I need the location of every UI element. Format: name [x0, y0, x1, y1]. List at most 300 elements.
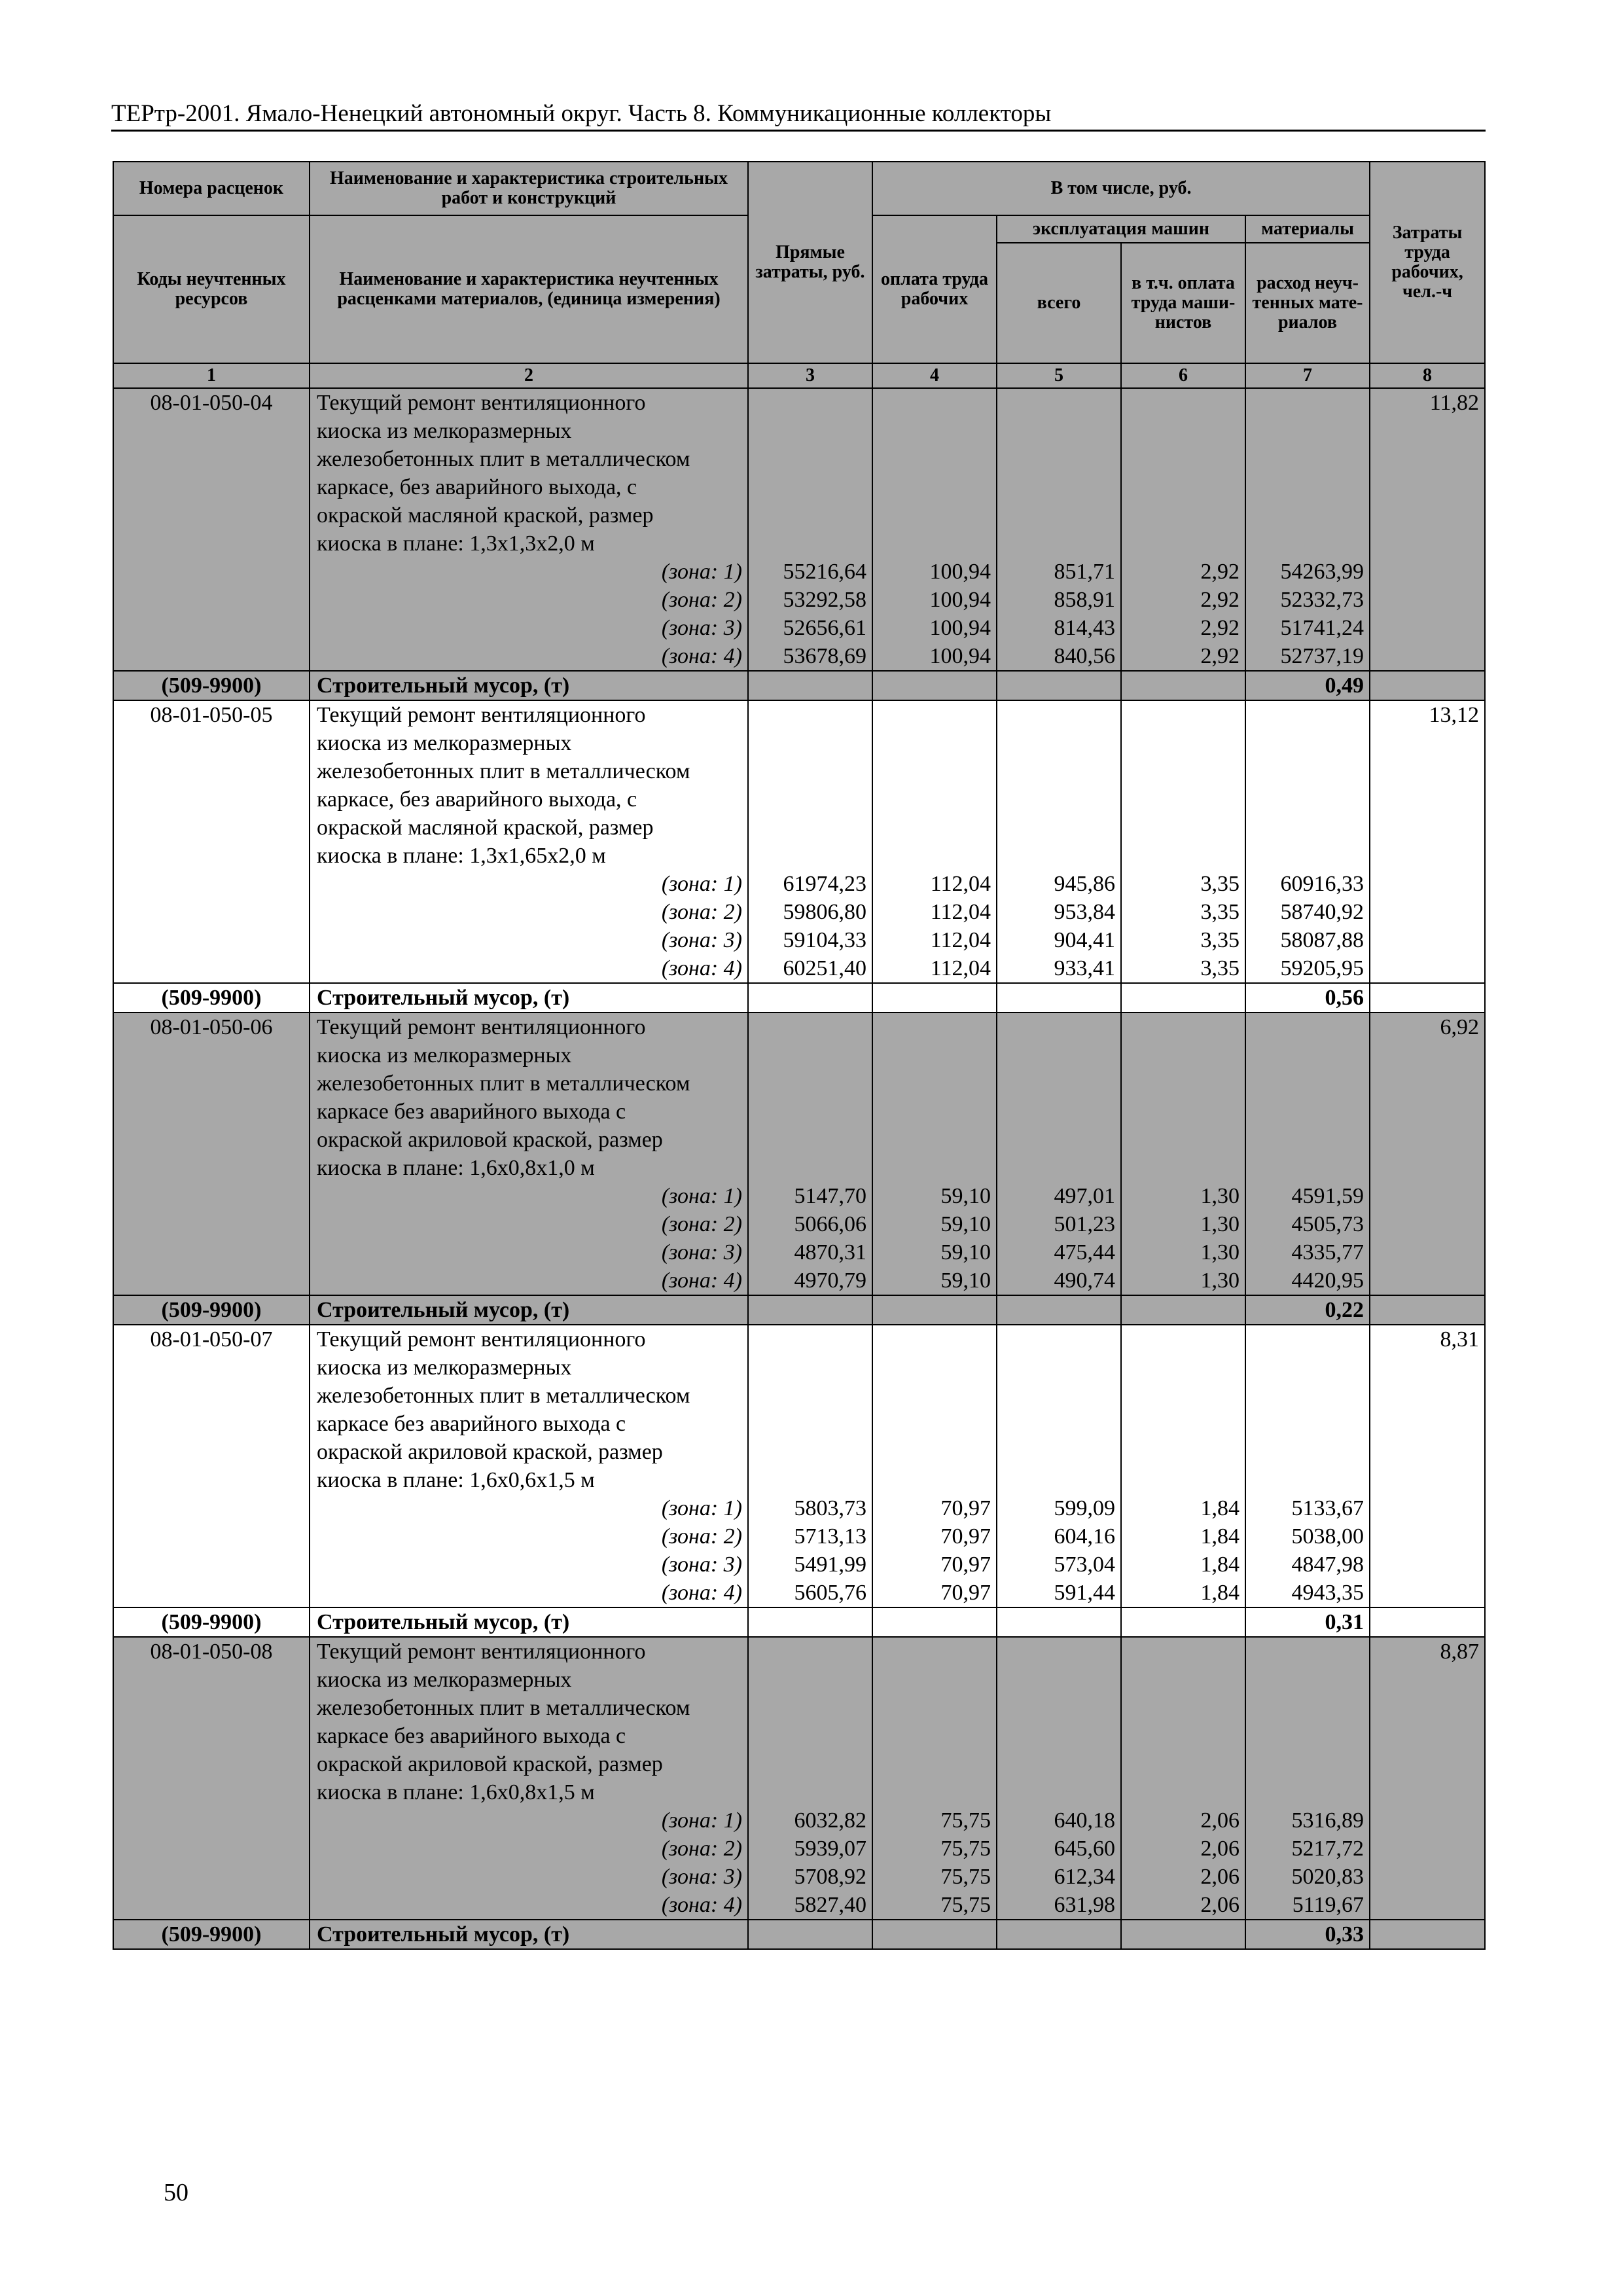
spacer [878, 529, 991, 558]
description-line: железобетонных плит в металлическом [317, 1071, 690, 1096]
spacer [1003, 389, 1115, 417]
spacer [1003, 445, 1115, 473]
col2-bottom-header: Наименование и характеристика неучтенных расценками материалов, (единица измерения) [310, 215, 748, 363]
spacer [1127, 389, 1240, 417]
spacer [1127, 842, 1240, 870]
empty-cell [748, 671, 872, 700]
materials-cost-value: 59205,95 [1280, 956, 1364, 980]
worker-pay-value: 75,75 [940, 1865, 991, 1889]
spacer [1003, 1410, 1115, 1438]
machine-total-cell [997, 388, 1121, 671]
empty-cell [997, 983, 1121, 1013]
spacer [1251, 1722, 1364, 1750]
col3-header: Прямые затраты, руб. [748, 162, 872, 363]
labor-cost: 8,31 [1370, 1325, 1485, 1607]
worker-pay-value: 75,75 [940, 1808, 991, 1833]
spacer [754, 1041, 866, 1069]
running-header: ТЕРтр-2001. Ямало-Ненецкий автономный округ. Часть 8. Коммуникационные коллекторы [111, 98, 1486, 132]
colnum-2: 2 [310, 363, 748, 388]
machine-total-value: 604,16 [1054, 1524, 1115, 1549]
zone-label: (зона: 4) [661, 1581, 742, 1605]
empty-cell [748, 1920, 872, 1949]
spacer [878, 417, 991, 445]
spacer [1127, 1041, 1240, 1069]
machine-total-value: 599,09 [1054, 1496, 1115, 1520]
spacer [878, 1438, 991, 1466]
worker-pay-value: 112,04 [930, 928, 991, 952]
labor-cost: 13,12 [1370, 700, 1485, 983]
spacer [1003, 1126, 1115, 1154]
spacer [1251, 757, 1364, 785]
spacer [1003, 1466, 1115, 1494]
spacer [1251, 1438, 1364, 1466]
spacer [878, 1069, 991, 1098]
materials-cost-cell [1245, 700, 1370, 983]
machinist-pay-value: 2,06 [1200, 1837, 1240, 1861]
machinist-pay-value: 1,30 [1200, 1268, 1240, 1293]
spacer [878, 1410, 991, 1438]
rate-row [113, 1637, 1485, 1920]
spacer [878, 1098, 991, 1126]
colnum-8: 8 [1370, 363, 1485, 388]
machinist-pay-value: 1,30 [1200, 1184, 1240, 1208]
col1-bottom-header: Коды неучтенных ресурсов [113, 215, 310, 363]
description-line: железобетонных плит в металлическом [317, 447, 690, 471]
spacer [1003, 1694, 1115, 1722]
machine-total-value: 933,41 [1054, 956, 1115, 980]
spacer [1127, 1466, 1240, 1494]
spacer [754, 1069, 866, 1098]
spacer [878, 389, 991, 417]
machine-total-cell [997, 1637, 1121, 1920]
spacer [1127, 1694, 1240, 1722]
resource-amount: 0,49 [1245, 671, 1370, 700]
description-line: каркасе, без аварийного выхода, с [317, 475, 637, 499]
spacer [1003, 1382, 1115, 1410]
machinist-pay-cell [1121, 1637, 1245, 1920]
worker-pay-value: 59,10 [940, 1212, 991, 1236]
spacer [754, 785, 866, 814]
machine-total-value: 645,60 [1054, 1837, 1115, 1861]
rate-description [310, 1325, 748, 1607]
spacer [878, 1750, 991, 1778]
spacer [1003, 1069, 1115, 1098]
rate-code: 08-01-050-07 [113, 1325, 310, 1607]
spacer [754, 1154, 866, 1182]
empty-cell [748, 983, 872, 1013]
description-line: железобетонных плит в металлическом [317, 1384, 690, 1408]
machinist-pay-value: 1,84 [1200, 1524, 1240, 1549]
machinist-pay-value: 3,35 [1200, 900, 1240, 924]
spacer [1127, 445, 1240, 473]
zone-label: (зона: 1) [661, 1496, 742, 1520]
spacer [878, 473, 991, 501]
col2-top-header: Наименование и характеристика строительных работ и конструкций [310, 162, 748, 215]
description-line: киоска в плане: 1,6х0,8х1,0 м [317, 1156, 595, 1180]
resource-amount: 0,22 [1245, 1295, 1370, 1325]
materials-cost-value: 60916,33 [1280, 872, 1364, 896]
labor-cost: 6,92 [1370, 1013, 1485, 1295]
spacer [1251, 729, 1364, 757]
spacer [878, 1722, 991, 1750]
resource-row [113, 1607, 1485, 1637]
spacer [1003, 729, 1115, 757]
colnum-4: 4 [872, 363, 997, 388]
machine-total-value: 497,01 [1054, 1184, 1115, 1208]
machine-total-value: 814,43 [1054, 616, 1115, 640]
col6-header: в т.ч. оплата труда маши-нистов [1121, 243, 1245, 363]
machine-total-value: 475,44 [1054, 1240, 1115, 1265]
spacer [1127, 501, 1240, 529]
spacer [1251, 1098, 1364, 1126]
zone-label: (зона: 2) [661, 1524, 742, 1549]
worker-pay-value: 75,75 [940, 1837, 991, 1861]
zone-label: (зона: 2) [661, 900, 742, 924]
spacer [1251, 1354, 1364, 1382]
spacer [878, 785, 991, 814]
spacer [1251, 1410, 1364, 1438]
rate-code: 08-01-050-06 [113, 1013, 310, 1295]
col5-header: всего [997, 243, 1121, 363]
description-line: окраской акриловой краской, размер [317, 1128, 663, 1152]
spacer [1127, 473, 1240, 501]
zone-label: (зона: 1) [661, 560, 742, 584]
spacer [878, 1354, 991, 1382]
description-line: киоска из мелкоразмерных [317, 1668, 572, 1692]
spacer [878, 1013, 991, 1041]
empty-cell [748, 1295, 872, 1325]
empty-cell [997, 1920, 1121, 1949]
zone-label: (зона: 3) [661, 1865, 742, 1889]
direct-cost-value: 5827,40 [794, 1893, 866, 1917]
spacer [1003, 1325, 1115, 1354]
spacer [1251, 1041, 1364, 1069]
spacer [1127, 1126, 1240, 1154]
zone-label: (зона: 3) [661, 1552, 742, 1577]
col8-header: Затраты труда рабочих, чел.-ч [1370, 162, 1485, 363]
machinist-pay-value: 2,92 [1200, 560, 1240, 584]
rate-description [310, 1013, 748, 1295]
spacer [1003, 1638, 1115, 1666]
materials-cost-value: 54263,99 [1280, 560, 1364, 584]
resource-name: Строительный мусор, (т) [310, 1607, 748, 1637]
spacer [1251, 1382, 1364, 1410]
spacer [878, 1694, 991, 1722]
spacer [1003, 417, 1115, 445]
spacer [1251, 1069, 1364, 1098]
spacer [1251, 417, 1364, 445]
description-line: киоска в плане: 1,6х0,6х1,5 м [317, 1468, 595, 1492]
machinist-pay-cell [1121, 700, 1245, 983]
machinist-pay-value: 3,35 [1200, 872, 1240, 896]
empty-cell [1370, 1607, 1485, 1637]
spacer [754, 1666, 866, 1694]
col4-header: оплата труда рабочих [872, 215, 997, 363]
machine-total-cell [997, 700, 1121, 983]
direct-cost-value: 5803,73 [794, 1496, 866, 1520]
spacer [1127, 729, 1240, 757]
spacer [754, 1013, 866, 1041]
empty-cell [872, 1295, 997, 1325]
resource-amount: 0,33 [1245, 1920, 1370, 1949]
worker-pay-value: 70,97 [940, 1524, 991, 1549]
spacer [754, 1098, 866, 1126]
description-line: Текущий ремонт вентиляционного [317, 1640, 646, 1664]
materials-cost-value: 58740,92 [1280, 900, 1364, 924]
spacer [1003, 814, 1115, 842]
machine-total-value: 591,44 [1054, 1581, 1115, 1605]
machine-total-cell [997, 1325, 1121, 1607]
direct-cost-cell [748, 388, 872, 671]
spacer [1251, 1638, 1364, 1666]
machine-total-value: 953,84 [1054, 900, 1115, 924]
worker-pay-value: 75,75 [940, 1893, 991, 1917]
spacer [1127, 701, 1240, 729]
materials-cost-value: 5316,89 [1291, 1808, 1364, 1833]
spacer [1127, 1410, 1240, 1438]
materials-cost-cell [1245, 1637, 1370, 1920]
spacer [1127, 1354, 1240, 1382]
worker-pay-value: 70,97 [940, 1552, 991, 1577]
spacer [1003, 785, 1115, 814]
spacer [878, 814, 991, 842]
spacer [1251, 1126, 1364, 1154]
machinist-pay-value: 2,06 [1200, 1865, 1240, 1889]
materials-cost-value: 4505,73 [1291, 1212, 1364, 1236]
empty-cell [1121, 671, 1245, 700]
machinist-pay-value: 2,92 [1200, 616, 1240, 640]
spacer [754, 757, 866, 785]
spacer [1127, 1438, 1240, 1466]
resource-name: Строительный мусор, (т) [310, 1920, 748, 1949]
machinist-pay-value: 2,92 [1200, 588, 1240, 612]
resource-row [113, 1295, 1485, 1325]
spacer [1003, 1750, 1115, 1778]
materials-cost-value: 5217,72 [1291, 1837, 1364, 1861]
spacer [754, 1126, 866, 1154]
worker-pay-value: 112,04 [930, 956, 991, 980]
spacer [878, 701, 991, 729]
spacer [754, 1466, 866, 1494]
table-body [113, 388, 1485, 1949]
spacer [878, 1154, 991, 1182]
materials-cost-value: 4420,95 [1291, 1268, 1364, 1293]
empty-cell [1370, 1295, 1485, 1325]
worker-pay-value: 59,10 [940, 1184, 991, 1208]
spacer [754, 1638, 866, 1666]
direct-cost-cell [748, 1637, 872, 1920]
machine-total-value: 945,86 [1054, 872, 1115, 896]
machine-total-value: 640,18 [1054, 1808, 1115, 1833]
spacer [1251, 842, 1364, 870]
spacer [1251, 1154, 1364, 1182]
resource-code: (509-9900) [113, 1920, 310, 1949]
empty-cell [872, 671, 997, 700]
description-line: окраской акриловой краской, размер [317, 1440, 663, 1464]
spacer [754, 473, 866, 501]
spacer [754, 389, 866, 417]
worker-pay-cell [872, 1325, 997, 1607]
zone-label: (зона: 1) [661, 872, 742, 896]
spacer [1251, 529, 1364, 558]
materials-cost-value: 58087,88 [1280, 928, 1364, 952]
machine-total-cell [997, 1013, 1121, 1295]
spacer [754, 1325, 866, 1354]
spacer [754, 1354, 866, 1382]
spacer [878, 1466, 991, 1494]
spacer [1127, 1069, 1240, 1098]
spacer [878, 1325, 991, 1354]
spacer [1127, 1750, 1240, 1778]
rate-code: 08-01-050-05 [113, 700, 310, 983]
direct-cost-cell [748, 1013, 872, 1295]
spacer [1003, 1666, 1115, 1694]
materials-cost-value: 4847,98 [1291, 1552, 1364, 1577]
direct-cost-value: 5939,07 [794, 1837, 866, 1861]
zone-label: (зона: 3) [661, 928, 742, 952]
materials-header: материалы [1245, 215, 1370, 243]
description-line: каркасе без аварийного выхода с [317, 1724, 626, 1748]
spacer [1003, 529, 1115, 558]
empty-cell [997, 1295, 1121, 1325]
spacer [1127, 1722, 1240, 1750]
direct-cost-value: 53292,58 [783, 588, 866, 612]
spacer [1003, 1354, 1115, 1382]
spacer [754, 1410, 866, 1438]
direct-cost-value: 5066,06 [794, 1212, 866, 1236]
zone-label: (зона: 4) [661, 1893, 742, 1917]
spacer [878, 445, 991, 473]
rates-table [113, 161, 1486, 1950]
resource-name: Строительный мусор, (т) [310, 983, 748, 1013]
worker-pay-cell [872, 1013, 997, 1295]
description-line: железобетонных плит в металлическом [317, 1696, 690, 1720]
empty-cell [1121, 983, 1245, 1013]
direct-cost-value: 55216,64 [783, 560, 866, 584]
worker-pay-value: 100,94 [929, 644, 991, 668]
resource-name: Строительный мусор, (т) [310, 671, 748, 700]
rate-row [113, 1013, 1485, 1295]
spacer [1127, 757, 1240, 785]
direct-cost-cell [748, 1325, 872, 1607]
direct-cost-value: 5605,76 [794, 1581, 866, 1605]
col7-header: расход неуч-тенных мате-риалов [1245, 243, 1370, 363]
page-number: 50 [164, 2179, 188, 2206]
empty-cell [997, 1607, 1121, 1637]
machinist-pay-value: 1,30 [1200, 1212, 1240, 1236]
col1-top-header: Номера расценок [113, 162, 310, 215]
empty-cell [997, 671, 1121, 700]
worker-pay-value: 70,97 [940, 1581, 991, 1605]
materials-cost-value: 5133,67 [1291, 1496, 1364, 1520]
column-numbers-row [113, 363, 1485, 388]
machine-total-value: 612,34 [1054, 1865, 1115, 1889]
group-header: В том числе, руб. [872, 162, 1370, 215]
zone-label: (зона: 2) [661, 1212, 742, 1236]
description-line: каркасе без аварийного выхода с [317, 1412, 626, 1436]
spacer [754, 1750, 866, 1778]
materials-cost-value: 4591,59 [1291, 1184, 1364, 1208]
colnum-1: 1 [113, 363, 310, 388]
description-line: Текущий ремонт вентиляционного [317, 1327, 646, 1352]
spacer [1003, 473, 1115, 501]
empty-cell [872, 983, 997, 1013]
spacer [1251, 1013, 1364, 1041]
rate-code: 08-01-050-08 [113, 1637, 310, 1920]
machinist-pay-value: 1,84 [1200, 1581, 1240, 1605]
direct-cost-value: 5708,92 [794, 1865, 866, 1889]
spacer [1127, 1154, 1240, 1182]
empty-cell [1370, 983, 1485, 1013]
spacer [1127, 529, 1240, 558]
resource-amount: 0,31 [1245, 1607, 1370, 1637]
spacer [1127, 785, 1240, 814]
colnum-3: 3 [748, 363, 872, 388]
spacer [1003, 501, 1115, 529]
spacer [1127, 417, 1240, 445]
description-line: киоска в плане: 1,3х1,65х2,0 м [317, 844, 606, 868]
description-line: Текущий ремонт вентиляционного [317, 391, 646, 415]
spacer [754, 842, 866, 870]
spacer [878, 1638, 991, 1666]
spacer [1251, 501, 1364, 529]
rate-row [113, 700, 1485, 983]
spacer [878, 757, 991, 785]
spacer [754, 417, 866, 445]
machinist-pay-value: 3,35 [1200, 928, 1240, 952]
zone-label: (зона: 4) [661, 956, 742, 980]
spacer [1251, 785, 1364, 814]
resource-code: (509-9900) [113, 1607, 310, 1637]
zone-label: (зона: 4) [661, 644, 742, 668]
zone-label: (зона: 1) [661, 1808, 742, 1833]
spacer [754, 814, 866, 842]
description-line: железобетонных плит в металлическом [317, 759, 690, 783]
spacer [1127, 1666, 1240, 1694]
direct-cost-value: 53678,69 [783, 644, 866, 668]
spacer [1251, 1666, 1364, 1694]
direct-cost-value: 59104,33 [783, 928, 866, 952]
machinist-pay-cell [1121, 1013, 1245, 1295]
machine-total-value: 573,04 [1054, 1552, 1115, 1577]
description-line: Текущий ремонт вентиляционного [317, 1015, 646, 1039]
rate-description [310, 1637, 748, 1920]
direct-cost-value: 6032,82 [794, 1808, 866, 1833]
machines-header: эксплуатация машин [997, 215, 1245, 243]
worker-pay-cell [872, 1637, 997, 1920]
worker-pay-value: 100,94 [929, 588, 991, 612]
zone-label: (зона: 1) [661, 1184, 742, 1208]
description-line: киоска из мелкоразмерных [317, 1043, 572, 1067]
machinist-pay-cell [1121, 1325, 1245, 1607]
spacer [754, 501, 866, 529]
worker-pay-value: 70,97 [940, 1496, 991, 1520]
direct-cost-value: 61974,23 [783, 872, 866, 896]
spacer [1003, 757, 1115, 785]
zone-label: (зона: 4) [661, 1268, 742, 1293]
spacer [1251, 1325, 1364, 1354]
direct-cost-value: 4870,31 [794, 1240, 866, 1265]
description-line: киоска в плане: 1,3х1,3х2,0 м [317, 531, 595, 556]
rate-description [310, 700, 748, 983]
spacer [754, 1722, 866, 1750]
resource-code: (509-9900) [113, 983, 310, 1013]
machine-total-value: 904,41 [1054, 928, 1115, 952]
labor-cost: 11,82 [1370, 388, 1485, 671]
worker-pay-value: 59,10 [940, 1240, 991, 1265]
spacer [1251, 389, 1364, 417]
labor-cost: 8,87 [1370, 1637, 1485, 1920]
